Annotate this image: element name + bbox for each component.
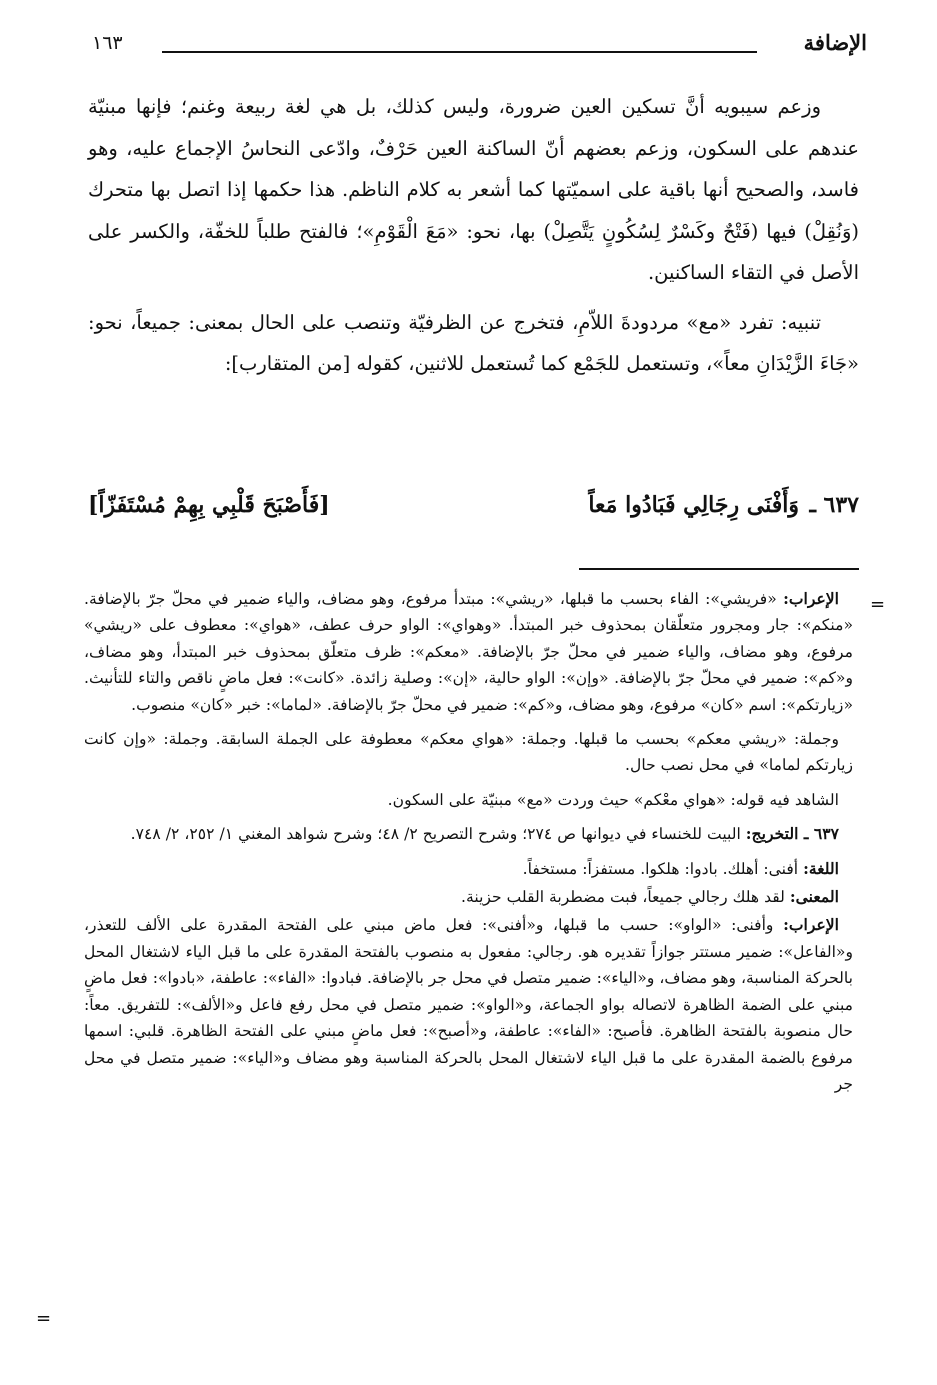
footnote-rule: [579, 568, 859, 570]
note-text: أفنى: أهلك. بادوا: هلكوا. مستفزاً: مستخفاً.: [522, 859, 799, 878]
note-text: «فريشي»: الفاء بحسب ما قبلها، «ريشي»: مبتدأ مرفوع، وهو مضاف، والياء ضمير في محلّ جرّ بالإضافة. «منكم»: جار ومجرور متعلّقان بمحذوف خبر المبتدأ. «وهواي»: الواو حرف عطف، «هواي»: معطوف على «ريشي» مرفوع، وهو مضاف، والياء ضمير في محلّ جرّ بالإضافة. «معكم»: ظرف متعلّق بمحذوف خبر المبتدأ، وهو مضاف، و«كم»: ضمير في محلّ جرّ بالإضافة. «وإن»: الواو حالية، «إن»: وصلية زائدة. «كانت»: فعل ماضٍ ناقص والتاء للتأنيث. «زيارتكم»: اسم «كان» مرفوع، وهو مضاف، و«كم»: ضمير في محلّ جرّ بالإضافة. «لماما»: خبر «كان» منصوب.: [84, 590, 853, 714]
margin-mark-top: =: [870, 594, 886, 615]
footnote-mana: [84, 884, 853, 910]
poetry-verse: [88, 492, 859, 528]
verse-second-hemistich: [فَأَصْبَحَ قَلْبِي بِهِمْ مُسْتَفَزّاً]: [88, 492, 330, 518]
note-text: لقد هلك رجالي جميعاً، فبت مضطربة القلب حزينة.: [461, 888, 785, 907]
footnote-takhrij: [84, 821, 853, 847]
main-paragraph-1: وزعم سيبويه أنَّ تسكين العين ضرورة، وليس كذلك، بل هي لغة ربيعة وغنم؛ فإنها مبنيّة عندهم على السكون، وزعم بعضهم أنّ الساكنة العين حَرْفٌ، وادّعى النحاسُ الإجماع عليه، وهو فاسد، والصحيح أنها باقية على اسميّتها كما أشعر به كلام الناظم. هذا حكمها إذا اتصل بها متحرك (وَنُقِلْ) فيها (فَتْحٌ وكَسْرٌ لِسُكُونٍ يَتَّصِلْ) بها، نحو: «مَعَ الْقَوْمِ»؛ فالفتح طلباً للخفّة، والكسر على الأصل في التقاء الساكنين.: [88, 95, 859, 284]
chapter-title: الإضافة: [803, 30, 867, 55]
running-header: [92, 30, 867, 64]
note-text: البيت للخنساء في ديوانها ص ٢٧٤؛ وشرح التصريح ٢/ ٤٨؛ وشرح شواهد المغني ١/ ٢٥٢، ٢/ ٧٤٨.: [130, 825, 741, 844]
footnote-lugha: [84, 856, 853, 882]
footnotes: [84, 586, 853, 1105]
footnote-shahid: الشاهد فيه قوله: «هواي معْكم» حيث وردت «مع» مبنيّة على السكون.: [387, 790, 839, 809]
verse-first-hemistich: وَأَفْنَى رِجَالِي فَبَادُوا مَعاً: [588, 492, 799, 518]
page-number: ١٦٣: [92, 32, 123, 54]
note-label: المعنى:: [789, 887, 839, 907]
footnote-jumla: وجملة: «ريشي معكم» بحسب ما قبلها. وجملة: «هواي معكم» معطوفة على الجملة السابقة. وجملة: «وإن كانت زيارتكم لماما» في محل نصب حال.: [84, 730, 853, 775]
main-text: [88, 86, 859, 385]
note-label: اللغة:: [803, 858, 839, 878]
note-label: ٦٣٧ ـ التخريج:: [745, 824, 839, 844]
margin-mark-bottom: =: [36, 1308, 52, 1329]
note-label: الإعراب:: [783, 915, 839, 935]
footnote-i3rab: [84, 912, 853, 1097]
main-paragraph-2: تنبيه: تفرد «مع» مردودةَ اللاّمِ، فتخرج عن الظرفيّة وتنصب على الحال بمعنى: جميعاً، نحو: «جَاءَ الزَّيْدَانِ معاً»، وتستعمل للجَمْع كما تُستعمل للاثنين، كقوله [من المتقارب]:: [88, 310, 859, 375]
note-label: الإعراب:: [783, 589, 839, 608]
note-text: وأفنى: «الواو»: حسب ما قبلها، و«أفنى»: فعل ماض مبني على الفتحة المقدرة على الألف للتعذر، و«الفاعل»: ضمير مستتر جوازاً تقديره هو. رجالي: مفعول به منصوب بالفتحة المقدرة على ما قبل الياء لاشتغال المحل بالحركة المناسبة، وهو مضاف، و«الياء»: ضمير متصل في محل جر بالإضافة. فبادوا: «الفاء»: عاطفة، «بادوا»: فعل ماضٍ مبني على الضمة الظاهرة لاتصاله بواو الجماعة، و«الواو»: ضمير متصل في محل رفع فاعل و«الألف»: للتفريق. معاً: حال منصوبة بالفتحة الظاهرة. فأصبح: «الفاء»: عاطفة، و«أصبح»: فعل ماضٍ مبني على الفتحة الظاهرة. قلبي: اسمها مرفوع بالضمة المقدرة على ما قبل الياء لاشتغال المحل بالحركة المناسبة وهو مضاف و«الياء»: ضمير متصل في محل جر: [84, 916, 853, 1093]
header-rule: [162, 51, 757, 53]
verse-number: ٦٣٧ ـ: [809, 492, 859, 518]
footnote-i3rab-previous: [84, 586, 853, 718]
